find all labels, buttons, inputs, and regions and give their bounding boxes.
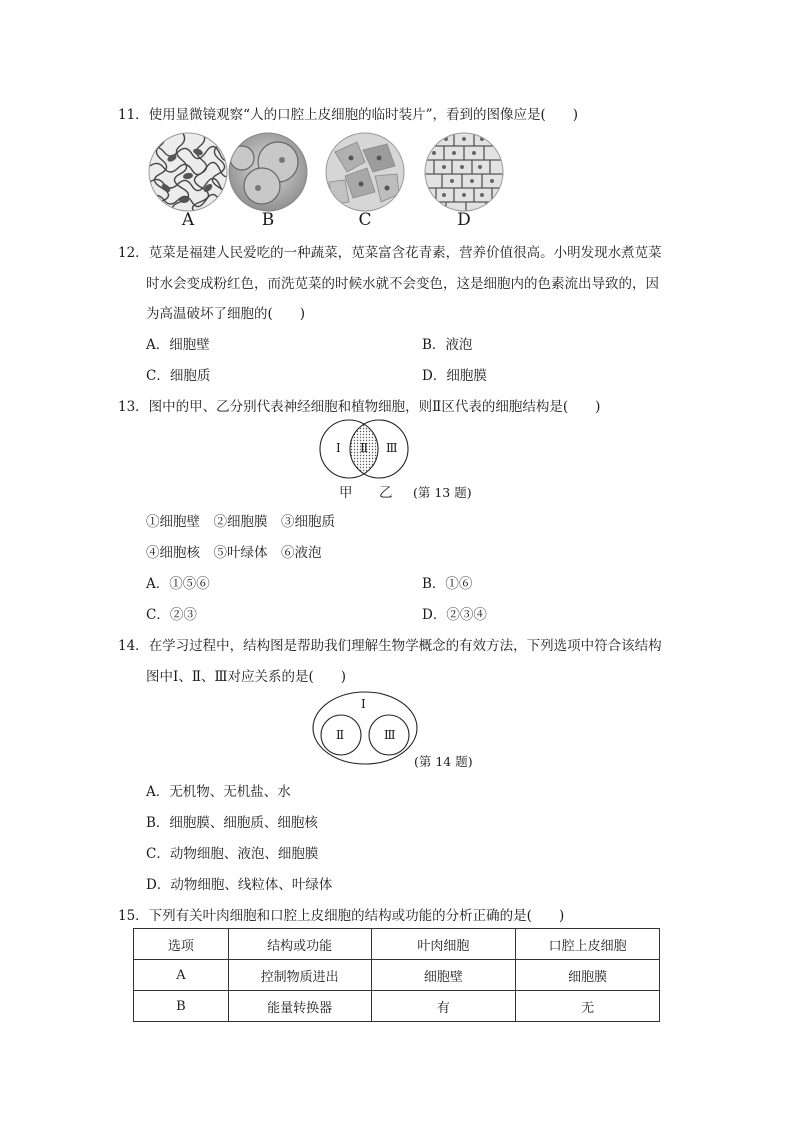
q13-option-d: D．②③④ [422, 607, 487, 623]
q12-stem-line2: 时水会变成粉红色，而洗苋菜的时候水就不会变色，这是细胞内的色素流出导致的，因 [146, 276, 659, 292]
table-cell: A [134, 960, 229, 991]
venn-label-yi: 乙 [379, 485, 393, 501]
q13-items-line1: ①细胞壁 ②细胞膜 ③细胞质 [146, 514, 335, 530]
q12-stem-line1: 12．苋菜是福建人民爱吃的一种蔬菜，苋菜富含花青素，营养价值很高。小明发现水煮苋菜 [118, 245, 662, 261]
q14-stem-line1: 14．在学习过程中，结构图是帮助我们理解生物学概念的有效方法，下列选项中符合该结构 [118, 638, 662, 654]
cheek-epithelial-cells-micrograph-icon [325, 132, 405, 212]
q13-stem: 13．图中的甲、乙分别代表神经细胞和植物细胞，则Ⅱ区代表的细胞结构是( ) [118, 399, 601, 415]
table-header-row [134, 929, 660, 960]
round-cells-micrograph-icon [228, 132, 308, 212]
venn-label-jia: 甲 [339, 485, 353, 501]
q14-option-a: A．无机物、无机盐、水 [146, 784, 291, 800]
table-header-cell: 选项 [134, 929, 229, 960]
table-header-cell: 结构或功能 [228, 929, 371, 960]
leaf-epidermis-stomata-micrograph-icon [148, 132, 228, 212]
q11-stem: 11．使用显微镜观察“人的口腔上皮细胞的临时装片”，看到的图像应是( ) [118, 107, 579, 123]
q15-stem: 15．下列有关叶肉细胞和口腔上皮细胞的结构或功能的分析正确的是( ) [118, 908, 565, 924]
diagram-label-inner-right: Ⅲ [384, 728, 396, 742]
table-cell: 细胞壁 [371, 960, 516, 991]
q13-option-b: B．①⑥ [422, 576, 473, 592]
table-cell: 无 [516, 991, 660, 1022]
table-header-cell: 口腔上皮细胞 [516, 929, 660, 960]
q12-option-c: C．细胞质 [146, 368, 211, 384]
table-cell: 控制物质进出 [228, 960, 371, 991]
venn-label-1: Ⅰ [336, 441, 341, 455]
table-cell: 能量转换器 [228, 991, 371, 1022]
table-cell: B [134, 991, 229, 1022]
q13-caption: (第 13 题) [413, 485, 472, 500]
q12-option-d: D．细胞膜 [422, 368, 487, 384]
option-a-label: A [181, 210, 195, 230]
q13-option-c: C．②③ [146, 607, 197, 623]
q14-caption: (第 14 题) [414, 754, 473, 769]
diagram-label-inner-left: Ⅱ [336, 728, 345, 742]
venn-label-2: Ⅱ [360, 441, 369, 455]
venn-label-3: Ⅲ [386, 441, 398, 455]
onion-epidermis-cells-micrograph-icon [424, 132, 504, 212]
q12-stem-line3: 为高温破坏了细胞的( ) [146, 306, 306, 322]
q12-option-a: A．细胞壁 [146, 337, 210, 353]
table-header-cell: 叶肉细胞 [371, 929, 516, 960]
table-cell: 有 [371, 991, 516, 1022]
q13-items-line2: ④细胞核 ⑤叶绿体 ⑥液泡 [146, 545, 322, 561]
q12-option-b: B．液泡 [422, 337, 473, 353]
q14-option-c: C．动物细胞、液泡、细胞膜 [146, 846, 319, 862]
q14-stem-line2: 图中Ⅰ、Ⅱ、Ⅲ对应关系的是( ) [146, 669, 347, 685]
table-row [134, 991, 660, 1022]
q13-option-a: A．①⑤⑥ [146, 576, 210, 592]
option-d-label: D [457, 210, 471, 230]
table-cell: 细胞膜 [516, 960, 660, 991]
option-b-label: B [261, 210, 275, 230]
q14-option-b: B．细胞膜、细胞质、细胞核 [146, 815, 318, 831]
q15-table [133, 928, 660, 1022]
option-c-label: C [358, 210, 372, 230]
diagram-label-outer: Ⅰ [361, 697, 366, 711]
q14-option-d: D．动物细胞、线粒体、叶绿体 [146, 877, 333, 893]
table-row [134, 960, 660, 991]
